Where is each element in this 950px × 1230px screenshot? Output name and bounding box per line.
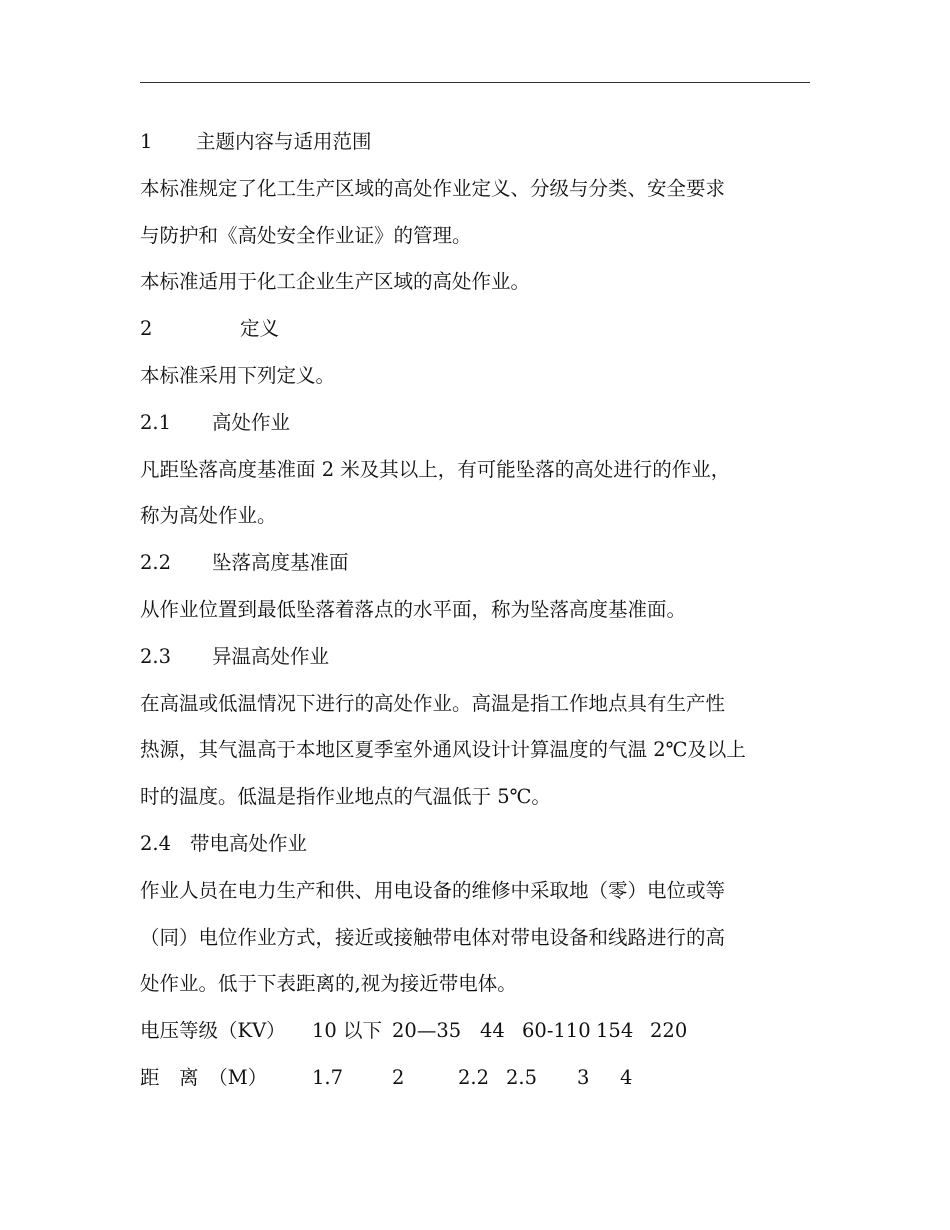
distance-row xyxy=(140,1060,820,1107)
section-2-1-heading xyxy=(140,405,820,452)
paragraph-line: 本标准适用于化工企业生产区域的高处作业。 xyxy=(140,270,531,294)
paragraph-line: 称为高处作业。 xyxy=(140,504,277,528)
section-title: 定义 xyxy=(240,317,280,341)
paragraph-line: 本标准规定了化工生产区域的高处作业定义、分级与分类、安全要求 xyxy=(140,176,726,200)
section-title: 主题内容与适用范围 xyxy=(196,130,372,153)
voltage-row xyxy=(140,1013,820,1060)
paragraph-line: 时的温度。低温是指作业地点的气温低于 5℃。 xyxy=(140,785,551,809)
distance-label: 距 离 （M） xyxy=(140,1065,268,1089)
paragraph-line: （同）电位作业方式，接近或接触带电体对带电设备和线路进行的高 xyxy=(140,925,726,949)
paragraph-line: 处作业。低于下表距离的,视为接近带电体。 xyxy=(140,972,517,996)
section-number: 2 xyxy=(140,317,153,341)
section-2-heading xyxy=(140,311,820,358)
voltage-value: 10 以下 xyxy=(312,1019,383,1043)
section-number: 2.4 xyxy=(140,831,172,855)
voltage-value: 20—35 xyxy=(392,1019,462,1043)
section-number: 2.2 xyxy=(140,551,172,575)
distance-value: 4 xyxy=(620,1065,633,1089)
distance-value: 2.2 xyxy=(458,1065,490,1089)
voltage-value: 60-110 xyxy=(522,1019,591,1043)
section-number: 2.3 xyxy=(140,644,172,668)
section-number: 2.1 xyxy=(140,410,172,434)
section-2-4-heading xyxy=(140,826,820,873)
section-number: 1 xyxy=(140,130,153,153)
document-body xyxy=(140,124,820,1107)
section-2-3-heading xyxy=(140,639,820,686)
distance-value: 2 xyxy=(392,1065,405,1089)
voltage-value: 44 xyxy=(480,1019,505,1043)
section-title: 高处作业 xyxy=(212,410,291,434)
distance-value: 2.5 xyxy=(506,1065,538,1089)
paragraph-line: 热源，其气温高于本地区夏季室外通风设计计算温度的气温 2℃及以上 xyxy=(140,738,746,762)
section-2-2-heading xyxy=(140,545,820,592)
paragraph-line: 从作业位置到最低坠落着落点的水平面，称为坠落高度基准面。 xyxy=(140,597,687,621)
voltage-value: 220 xyxy=(650,1019,688,1043)
voltage-label: 电压等级（KV） xyxy=(140,1019,286,1043)
distance-value: 1.7 xyxy=(312,1065,344,1089)
voltage-value: 154 xyxy=(596,1019,634,1043)
paragraph-line: 本标准采用下列定义。 xyxy=(140,363,336,387)
distance-value: 3 xyxy=(577,1065,590,1089)
paragraph-line: 作业人员在电力生产和供、用电设备的维修中采取地（零）电位或等 xyxy=(140,878,726,902)
section-title: 异温高处作业 xyxy=(212,644,330,668)
section-title: 坠落高度基准面 xyxy=(212,551,349,575)
section-1-heading xyxy=(140,124,820,171)
paragraph-line: 在高温或低温情况下进行的高处作业。高温是指工作地点具有生产性 xyxy=(140,691,726,715)
paragraph-line: 与防护和《高处安全作业证》的管理。 xyxy=(140,223,472,247)
section-title: 带电高处作业 xyxy=(190,831,308,855)
header-rule xyxy=(140,82,810,83)
paragraph-line: 凡距坠落高度基准面 2 米及其以上，有可能坠落的高处进行的作业， xyxy=(140,457,731,481)
